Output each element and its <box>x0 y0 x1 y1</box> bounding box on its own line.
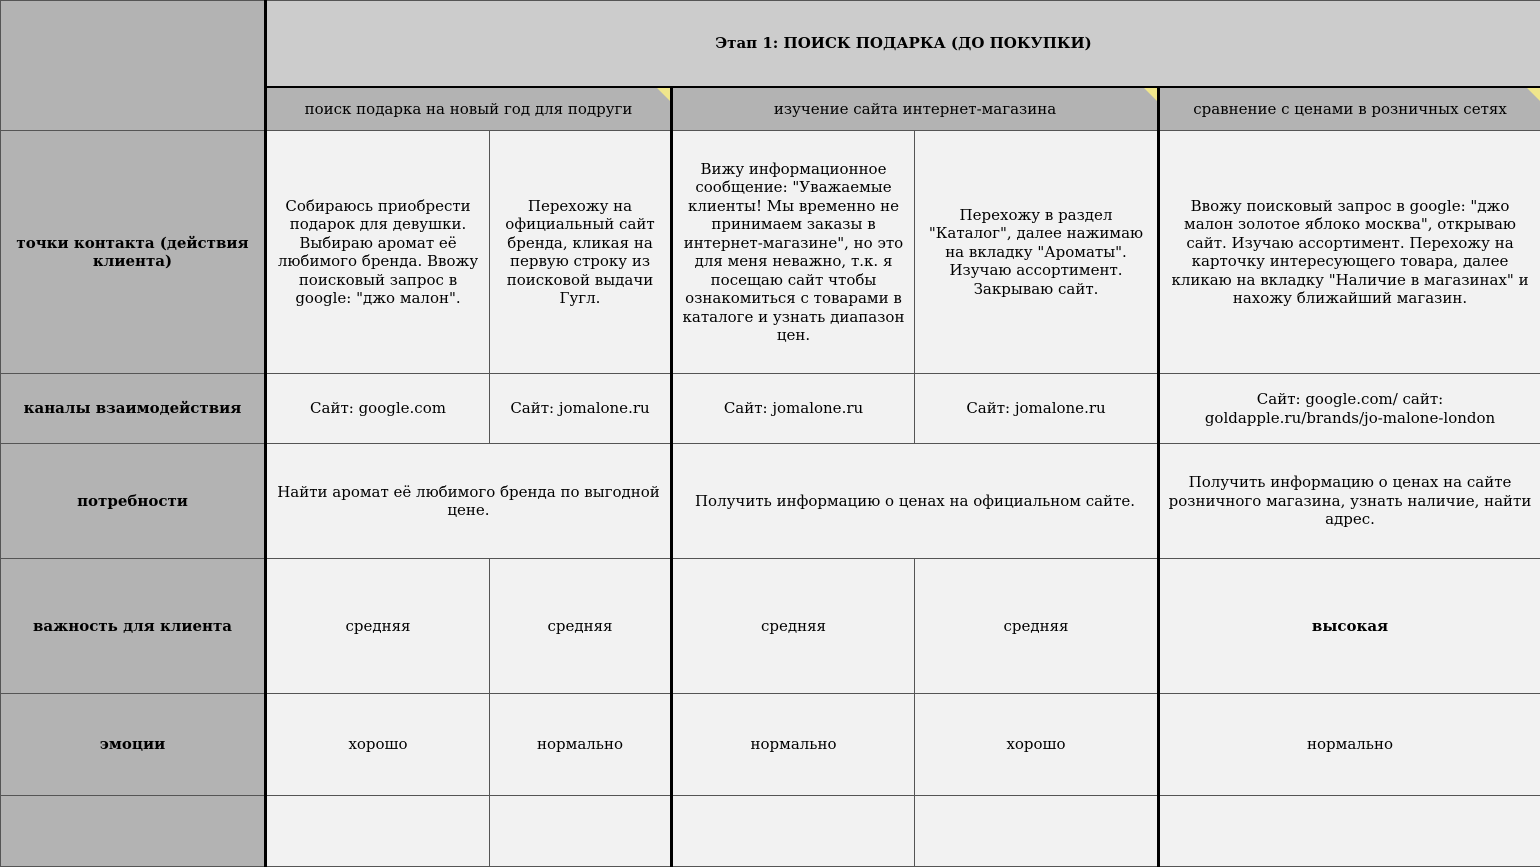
table-cell[interactable]: нормально <box>1159 694 1540 796</box>
table-row-touchpoints <box>1 131 1540 374</box>
table-cell[interactable]: Вижу информационное сообщение: "Уважаемые клиенты! Мы временно не принимаем заказы в интернет-магазине", но это для меня неважно, т.к. я посещаю сайт чтобы ознакомиться с товарами в каталоге и узнать диапазон цен. <box>672 131 915 374</box>
table-cell[interactable]: Сайт: jomalone.ru <box>490 374 672 444</box>
substage-label: поиск подарка на новый год для подруги <box>305 100 633 118</box>
table-row-emotions <box>1 694 1540 796</box>
table-cell[interactable]: Найти аромат её любимого бренда по выгодной цене. <box>266 444 672 559</box>
table-cell[interactable]: Получить информацию о ценах на сайте розничного магазина, узнать наличие, найти адрес. <box>1159 444 1540 559</box>
row-label-empty <box>1 796 266 867</box>
table-cell[interactable]: Сайт: google.com/ сайт: goldapple.ru/brands/jo-malone-london <box>1159 374 1540 444</box>
substage-label: сравнение с ценами в розничных сетях <box>1193 100 1507 118</box>
table-row-empty <box>1 796 1540 867</box>
table-cell[interactable]: Сайт: jomalone.ru <box>672 374 915 444</box>
table-cell[interactable] <box>490 796 672 867</box>
table-row-channels <box>1 374 1540 444</box>
table-cell[interactable]: средняя <box>490 559 672 694</box>
row-label-touchpoints: точки контакта (действия клиента) <box>1 131 266 374</box>
row-label-channels: каналы взаимодействия <box>1 374 266 444</box>
table-cell[interactable]: средняя <box>915 559 1159 694</box>
table-cell[interactable]: нормально <box>490 694 672 796</box>
corner-cell <box>1 1 266 131</box>
substage-label: изучение сайта интернет-магазина <box>774 100 1056 118</box>
comment-marker-icon[interactable] <box>1527 88 1540 101</box>
table-cell[interactable] <box>266 796 490 867</box>
stage-title: Этап 1: ПОИСК ПОДАРКА (ДО ПОКУПКИ) <box>266 1 1540 87</box>
table-cell[interactable]: Ввожу поисковый запрос в google: "джо малон золотое яблоко москва", открываю сайт. Изучаю ассортимент. Перехожу на карточку интересующего товара, далее кликаю на вкладку "Наличие в магазинах" и нахожу ближайший магазин. <box>1159 131 1540 374</box>
table-cell[interactable]: нормально <box>672 694 915 796</box>
comment-marker-icon[interactable] <box>1144 88 1157 101</box>
table-cell[interactable]: Сайт: jomalone.ru <box>915 374 1159 444</box>
table-row-needs <box>1 444 1540 559</box>
table-cell[interactable]: Сайт: google.com <box>266 374 490 444</box>
row-label-needs: потребности <box>1 444 266 559</box>
table-cell[interactable]: средняя <box>266 559 490 694</box>
table-cell[interactable]: высокая <box>1159 559 1540 694</box>
comment-marker-icon[interactable] <box>657 88 670 101</box>
table-row-importance <box>1 559 1540 694</box>
row-label-importance: важность для клиента <box>1 559 266 694</box>
row-label-emotions: эмоции <box>1 694 266 796</box>
table-cell[interactable] <box>1159 796 1540 867</box>
table-cell[interactable]: Перехожу в раздел "Каталог", далее нажимаю на вкладку "Ароматы". Изучаю ассортимент. Закрываю сайт. <box>915 131 1159 374</box>
table-cell[interactable]: Собираюсь приобрести подарок для девушки. Выбираю аромат её любимого бренда. Ввожу поисковый запрос в google: "джо малон". <box>266 131 490 374</box>
table-cell[interactable]: хорошо <box>915 694 1159 796</box>
substage-header-1 <box>266 87 672 131</box>
table-cell[interactable]: Получить информацию о ценах на официальном сайте. <box>672 444 1159 559</box>
table-cell[interactable] <box>915 796 1159 867</box>
table-cell[interactable]: хорошо <box>266 694 490 796</box>
substage-header-2 <box>672 87 1159 131</box>
table-cell[interactable] <box>672 796 915 867</box>
substage-header-3 <box>1159 87 1540 131</box>
table-cell[interactable]: Перехожу на официальный сайт бренда, кликая на первую строку из поисковой выдачи Гугл. <box>490 131 672 374</box>
table-cell[interactable]: средняя <box>672 559 915 694</box>
